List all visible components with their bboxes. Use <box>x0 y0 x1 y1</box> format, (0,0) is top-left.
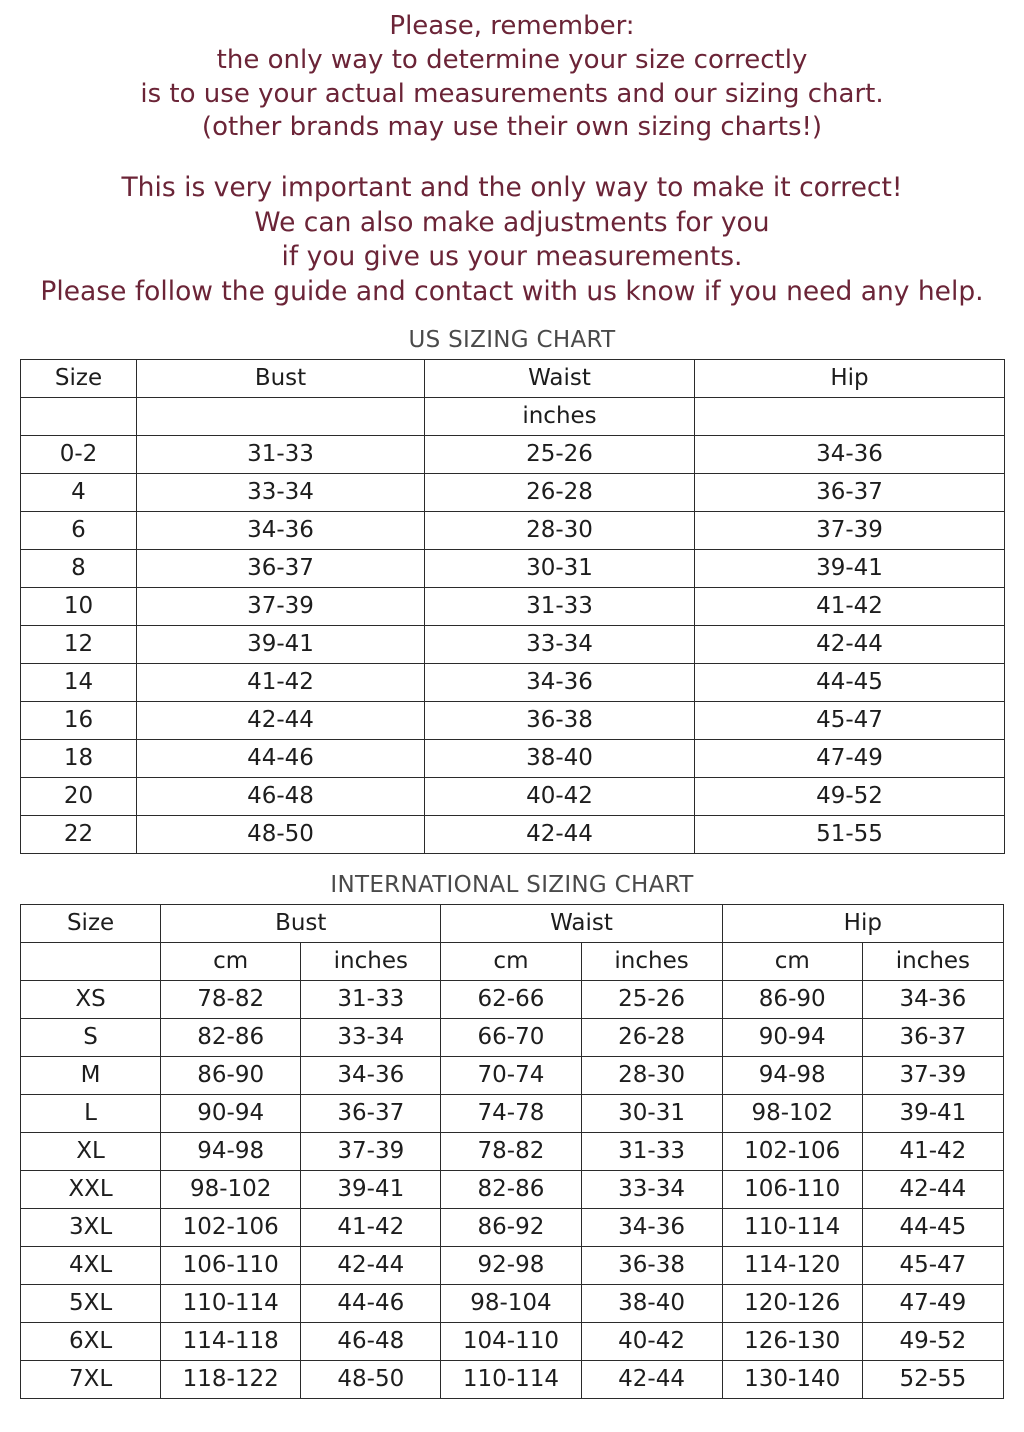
us-cell-hip: 45-47 <box>695 701 1005 739</box>
us-cell-hip: 41-42 <box>695 587 1005 625</box>
intl-cell-bust-in: 33-34 <box>301 1018 441 1056</box>
intro-note-line: Please follow the guide and contact with us know if you need any help. <box>40 275 984 307</box>
us-cell-bust: 39-41 <box>137 625 425 663</box>
intl-cell-hip-cm: 114-120 <box>722 1246 862 1284</box>
intl-cell-waist-cm: 104-110 <box>441 1322 581 1360</box>
intl-cell-hip-cm: 106-110 <box>722 1170 862 1208</box>
intl-cell-bust-in: 42-44 <box>301 1246 441 1284</box>
intl-subheader-hip-inches: inches <box>862 942 1003 980</box>
intro-note-line: We can also make adjustments for you <box>254 206 770 238</box>
table-row <box>21 739 1005 777</box>
intl-cell-hip-cm: 86-90 <box>722 980 862 1018</box>
us-cell-bust: 37-39 <box>137 587 425 625</box>
us-cell-waist: 34-36 <box>425 663 695 701</box>
intl-cell-size: 5XL <box>21 1284 161 1322</box>
intl-cell-bust-in: 37-39 <box>301 1132 441 1170</box>
table-header-row <box>21 904 1004 942</box>
us-cell-size: 12 <box>21 625 137 663</box>
us-cell-size: 14 <box>21 663 137 701</box>
table-row <box>21 1094 1004 1132</box>
intl-cell-bust-in: 46-48 <box>301 1322 441 1360</box>
intl-cell-bust-in: 48-50 <box>301 1360 441 1398</box>
intro-note-block-2 <box>20 171 1004 309</box>
intl-cell-hip-in: 52-55 <box>862 1360 1003 1398</box>
intl-cell-bust-in: 39-41 <box>301 1170 441 1208</box>
intl-cell-waist-cm: 74-78 <box>441 1094 581 1132</box>
us-header-bust: Bust <box>137 359 425 397</box>
intl-cell-bust-in: 31-33 <box>301 980 441 1018</box>
intl-chart-caption: INTERNATIONAL SIZING CHART <box>330 871 694 898</box>
table-row <box>21 625 1005 663</box>
international-sizing-table <box>20 904 1004 1399</box>
intl-header-hip: Hip <box>722 904 1003 942</box>
us-unit-label: inches <box>425 397 695 435</box>
us-cell-hip: 47-49 <box>695 739 1005 777</box>
us-cell-bust: 46-48 <box>137 777 425 815</box>
intl-cell-size: S <box>21 1018 161 1056</box>
table-row <box>21 815 1005 853</box>
intl-cell-waist-cm: 82-86 <box>441 1170 581 1208</box>
intl-cell-waist-in: 34-36 <box>581 1208 722 1246</box>
intl-header-waist: Waist <box>441 904 722 942</box>
intl-cell-bust-in: 36-37 <box>301 1094 441 1132</box>
table-row <box>21 1132 1004 1170</box>
table-row <box>21 587 1005 625</box>
intl-subheader-row <box>21 942 1004 980</box>
us-cell-size: 16 <box>21 701 137 739</box>
intro-note-line: is to use your actual measurements and our sizing chart. <box>140 78 884 109</box>
intl-cell-hip-in: 47-49 <box>862 1284 1003 1322</box>
us-cell-size: 10 <box>21 587 137 625</box>
table-row <box>21 1360 1004 1398</box>
us-unit-hip-blank <box>695 397 1005 435</box>
us-cell-waist: 42-44 <box>425 815 695 853</box>
intl-cell-waist-cm: 86-92 <box>441 1208 581 1246</box>
intl-cell-size: 3XL <box>21 1208 161 1246</box>
us-cell-waist: 31-33 <box>425 587 695 625</box>
intl-cell-bust-cm: 98-102 <box>161 1170 301 1208</box>
intl-cell-hip-cm: 110-114 <box>722 1208 862 1246</box>
table-row <box>21 435 1005 473</box>
table-row <box>21 1284 1004 1322</box>
intl-cell-hip-cm: 130-140 <box>722 1360 862 1398</box>
intl-cell-hip-in: 34-36 <box>862 980 1003 1018</box>
intl-cell-hip-in: 44-45 <box>862 1208 1003 1246</box>
intro-note-line: This is very important and the only way to make it correct! <box>121 172 903 204</box>
us-header-size: Size <box>21 359 137 397</box>
intl-cell-bust-cm: 102-106 <box>161 1208 301 1246</box>
us-cell-waist: 25-26 <box>425 435 695 473</box>
intro-note-block-1 <box>20 10 1004 145</box>
us-cell-waist: 26-28 <box>425 473 695 511</box>
intl-cell-waist-in: 28-30 <box>581 1056 722 1094</box>
us-cell-bust: 36-37 <box>137 549 425 587</box>
intl-cell-size: M <box>21 1056 161 1094</box>
intro-note-line: (other brands may use their own sizing charts!) <box>201 112 823 143</box>
table-row <box>21 1170 1004 1208</box>
intl-subheader-hip-cm: cm <box>722 942 862 980</box>
table-header-row <box>21 359 1005 397</box>
intl-subheader-waist-inches: inches <box>581 942 722 980</box>
intl-cell-bust-cm: 110-114 <box>161 1284 301 1322</box>
intl-cell-waist-cm: 110-114 <box>441 1360 581 1398</box>
intl-cell-bust-cm: 82-86 <box>161 1018 301 1056</box>
us-cell-bust: 31-33 <box>137 435 425 473</box>
intl-subheader-blank <box>21 942 161 980</box>
us-cell-bust: 34-36 <box>137 511 425 549</box>
us-cell-waist: 36-38 <box>425 701 695 739</box>
us-cell-waist: 38-40 <box>425 739 695 777</box>
intl-cell-bust-cm: 114-118 <box>161 1322 301 1360</box>
intl-cell-hip-in: 39-41 <box>862 1094 1003 1132</box>
us-unit-bust-blank <box>137 397 425 435</box>
us-cell-waist: 33-34 <box>425 625 695 663</box>
intl-cell-size: XS <box>21 980 161 1018</box>
intl-header-bust: Bust <box>161 904 441 942</box>
intl-cell-waist-in: 25-26 <box>581 980 722 1018</box>
us-cell-waist: 40-42 <box>425 777 695 815</box>
us-cell-size: 20 <box>21 777 137 815</box>
us-cell-bust: 42-44 <box>137 701 425 739</box>
us-unit-row <box>21 397 1005 435</box>
intl-cell-waist-cm: 66-70 <box>441 1018 581 1056</box>
intro-note-line: the only way to determine your size correctly <box>216 44 808 75</box>
us-cell-hip: 37-39 <box>695 511 1005 549</box>
table-row <box>21 1018 1004 1056</box>
intl-cell-hip-cm: 90-94 <box>722 1018 862 1056</box>
intl-subheader-waist-cm: cm <box>441 942 581 980</box>
intro-note-line: Please, remember: <box>389 11 635 41</box>
intro-note <box>20 10 1004 309</box>
table-row <box>21 1322 1004 1360</box>
intl-cell-waist-in: 40-42 <box>581 1322 722 1360</box>
intl-cell-waist-cm: 78-82 <box>441 1132 581 1170</box>
intl-cell-hip-cm: 102-106 <box>722 1132 862 1170</box>
intl-cell-hip-cm: 120-126 <box>722 1284 862 1322</box>
intl-cell-hip-in: 45-47 <box>862 1246 1003 1284</box>
intl-cell-hip-in: 41-42 <box>862 1132 1003 1170</box>
intl-cell-waist-in: 26-28 <box>581 1018 722 1056</box>
us-cell-waist: 30-31 <box>425 549 695 587</box>
table-row <box>21 511 1005 549</box>
intl-cell-size: 4XL <box>21 1246 161 1284</box>
table-row <box>21 549 1005 587</box>
intl-cell-size: 7XL <box>21 1360 161 1398</box>
us-cell-size: 0-2 <box>21 435 137 473</box>
table-row <box>21 1208 1004 1246</box>
intl-cell-bust-cm: 106-110 <box>161 1246 301 1284</box>
intl-cell-bust-cm: 78-82 <box>161 980 301 1018</box>
us-cell-bust: 48-50 <box>137 815 425 853</box>
intl-cell-waist-in: 36-38 <box>581 1246 722 1284</box>
intl-cell-waist-in: 38-40 <box>581 1284 722 1322</box>
intl-cell-hip-cm: 94-98 <box>722 1056 862 1094</box>
table-row <box>21 473 1005 511</box>
intl-cell-waist-in: 33-34 <box>581 1170 722 1208</box>
us-cell-size: 22 <box>21 815 137 853</box>
us-cell-waist: 28-30 <box>425 511 695 549</box>
intl-cell-waist-cm: 92-98 <box>441 1246 581 1284</box>
us-cell-hip: 51-55 <box>695 815 1005 853</box>
intl-header-size: Size <box>21 904 161 942</box>
us-cell-size: 18 <box>21 739 137 777</box>
intl-cell-waist-cm: 62-66 <box>441 980 581 1018</box>
us-header-waist: Waist <box>425 359 695 397</box>
us-cell-hip: 39-41 <box>695 549 1005 587</box>
intl-cell-bust-in: 34-36 <box>301 1056 441 1094</box>
table-row <box>21 701 1005 739</box>
intl-cell-waist-in: 31-33 <box>581 1132 722 1170</box>
table-row <box>21 1056 1004 1094</box>
table-row <box>21 1246 1004 1284</box>
intl-cell-bust-in: 41-42 <box>301 1208 441 1246</box>
intl-subheader-bust-cm: cm <box>161 942 301 980</box>
intl-cell-bust-cm: 86-90 <box>161 1056 301 1094</box>
intl-cell-waist-cm: 98-104 <box>441 1284 581 1322</box>
intl-cell-hip-in: 36-37 <box>862 1018 1003 1056</box>
us-cell-size: 4 <box>21 473 137 511</box>
us-cell-bust: 44-46 <box>137 739 425 777</box>
intl-cell-size: L <box>21 1094 161 1132</box>
us-sizing-table <box>20 359 1005 854</box>
intl-cell-hip-cm: 98-102 <box>722 1094 862 1132</box>
intl-cell-size: 6XL <box>21 1322 161 1360</box>
intl-cell-waist-cm: 70-74 <box>441 1056 581 1094</box>
us-cell-size: 8 <box>21 549 137 587</box>
intro-note-line: if you give us your measurements. <box>281 241 743 273</box>
table-row <box>21 777 1005 815</box>
intl-cell-bust-cm: 94-98 <box>161 1132 301 1170</box>
us-header-hip: Hip <box>695 359 1005 397</box>
intl-cell-waist-in: 42-44 <box>581 1360 722 1398</box>
us-cell-hip: 49-52 <box>695 777 1005 815</box>
intl-cell-hip-in: 49-52 <box>862 1322 1003 1360</box>
us-cell-hip: 34-36 <box>695 435 1005 473</box>
us-cell-size: 6 <box>21 511 137 549</box>
us-cell-hip: 42-44 <box>695 625 1005 663</box>
us-cell-bust: 41-42 <box>137 663 425 701</box>
intl-cell-bust-cm: 90-94 <box>161 1094 301 1132</box>
us-chart-caption: US SIZING CHART <box>408 326 616 353</box>
intl-cell-size: XL <box>21 1132 161 1170</box>
intl-cell-hip-in: 42-44 <box>862 1170 1003 1208</box>
intl-subheader-bust-inches: inches <box>301 942 441 980</box>
table-row <box>21 980 1004 1018</box>
intl-cell-bust-cm: 118-122 <box>161 1360 301 1398</box>
table-row <box>21 663 1005 701</box>
us-cell-bust: 33-34 <box>137 473 425 511</box>
intl-cell-hip-cm: 126-130 <box>722 1322 862 1360</box>
us-cell-hip: 36-37 <box>695 473 1005 511</box>
intl-cell-size: XXL <box>21 1170 161 1208</box>
intro-note-spacer <box>20 145 1004 171</box>
intl-cell-bust-in: 44-46 <box>301 1284 441 1322</box>
intl-cell-waist-in: 30-31 <box>581 1094 722 1132</box>
us-unit-size-blank <box>21 397 137 435</box>
intl-cell-hip-in: 37-39 <box>862 1056 1003 1094</box>
us-cell-hip: 44-45 <box>695 663 1005 701</box>
